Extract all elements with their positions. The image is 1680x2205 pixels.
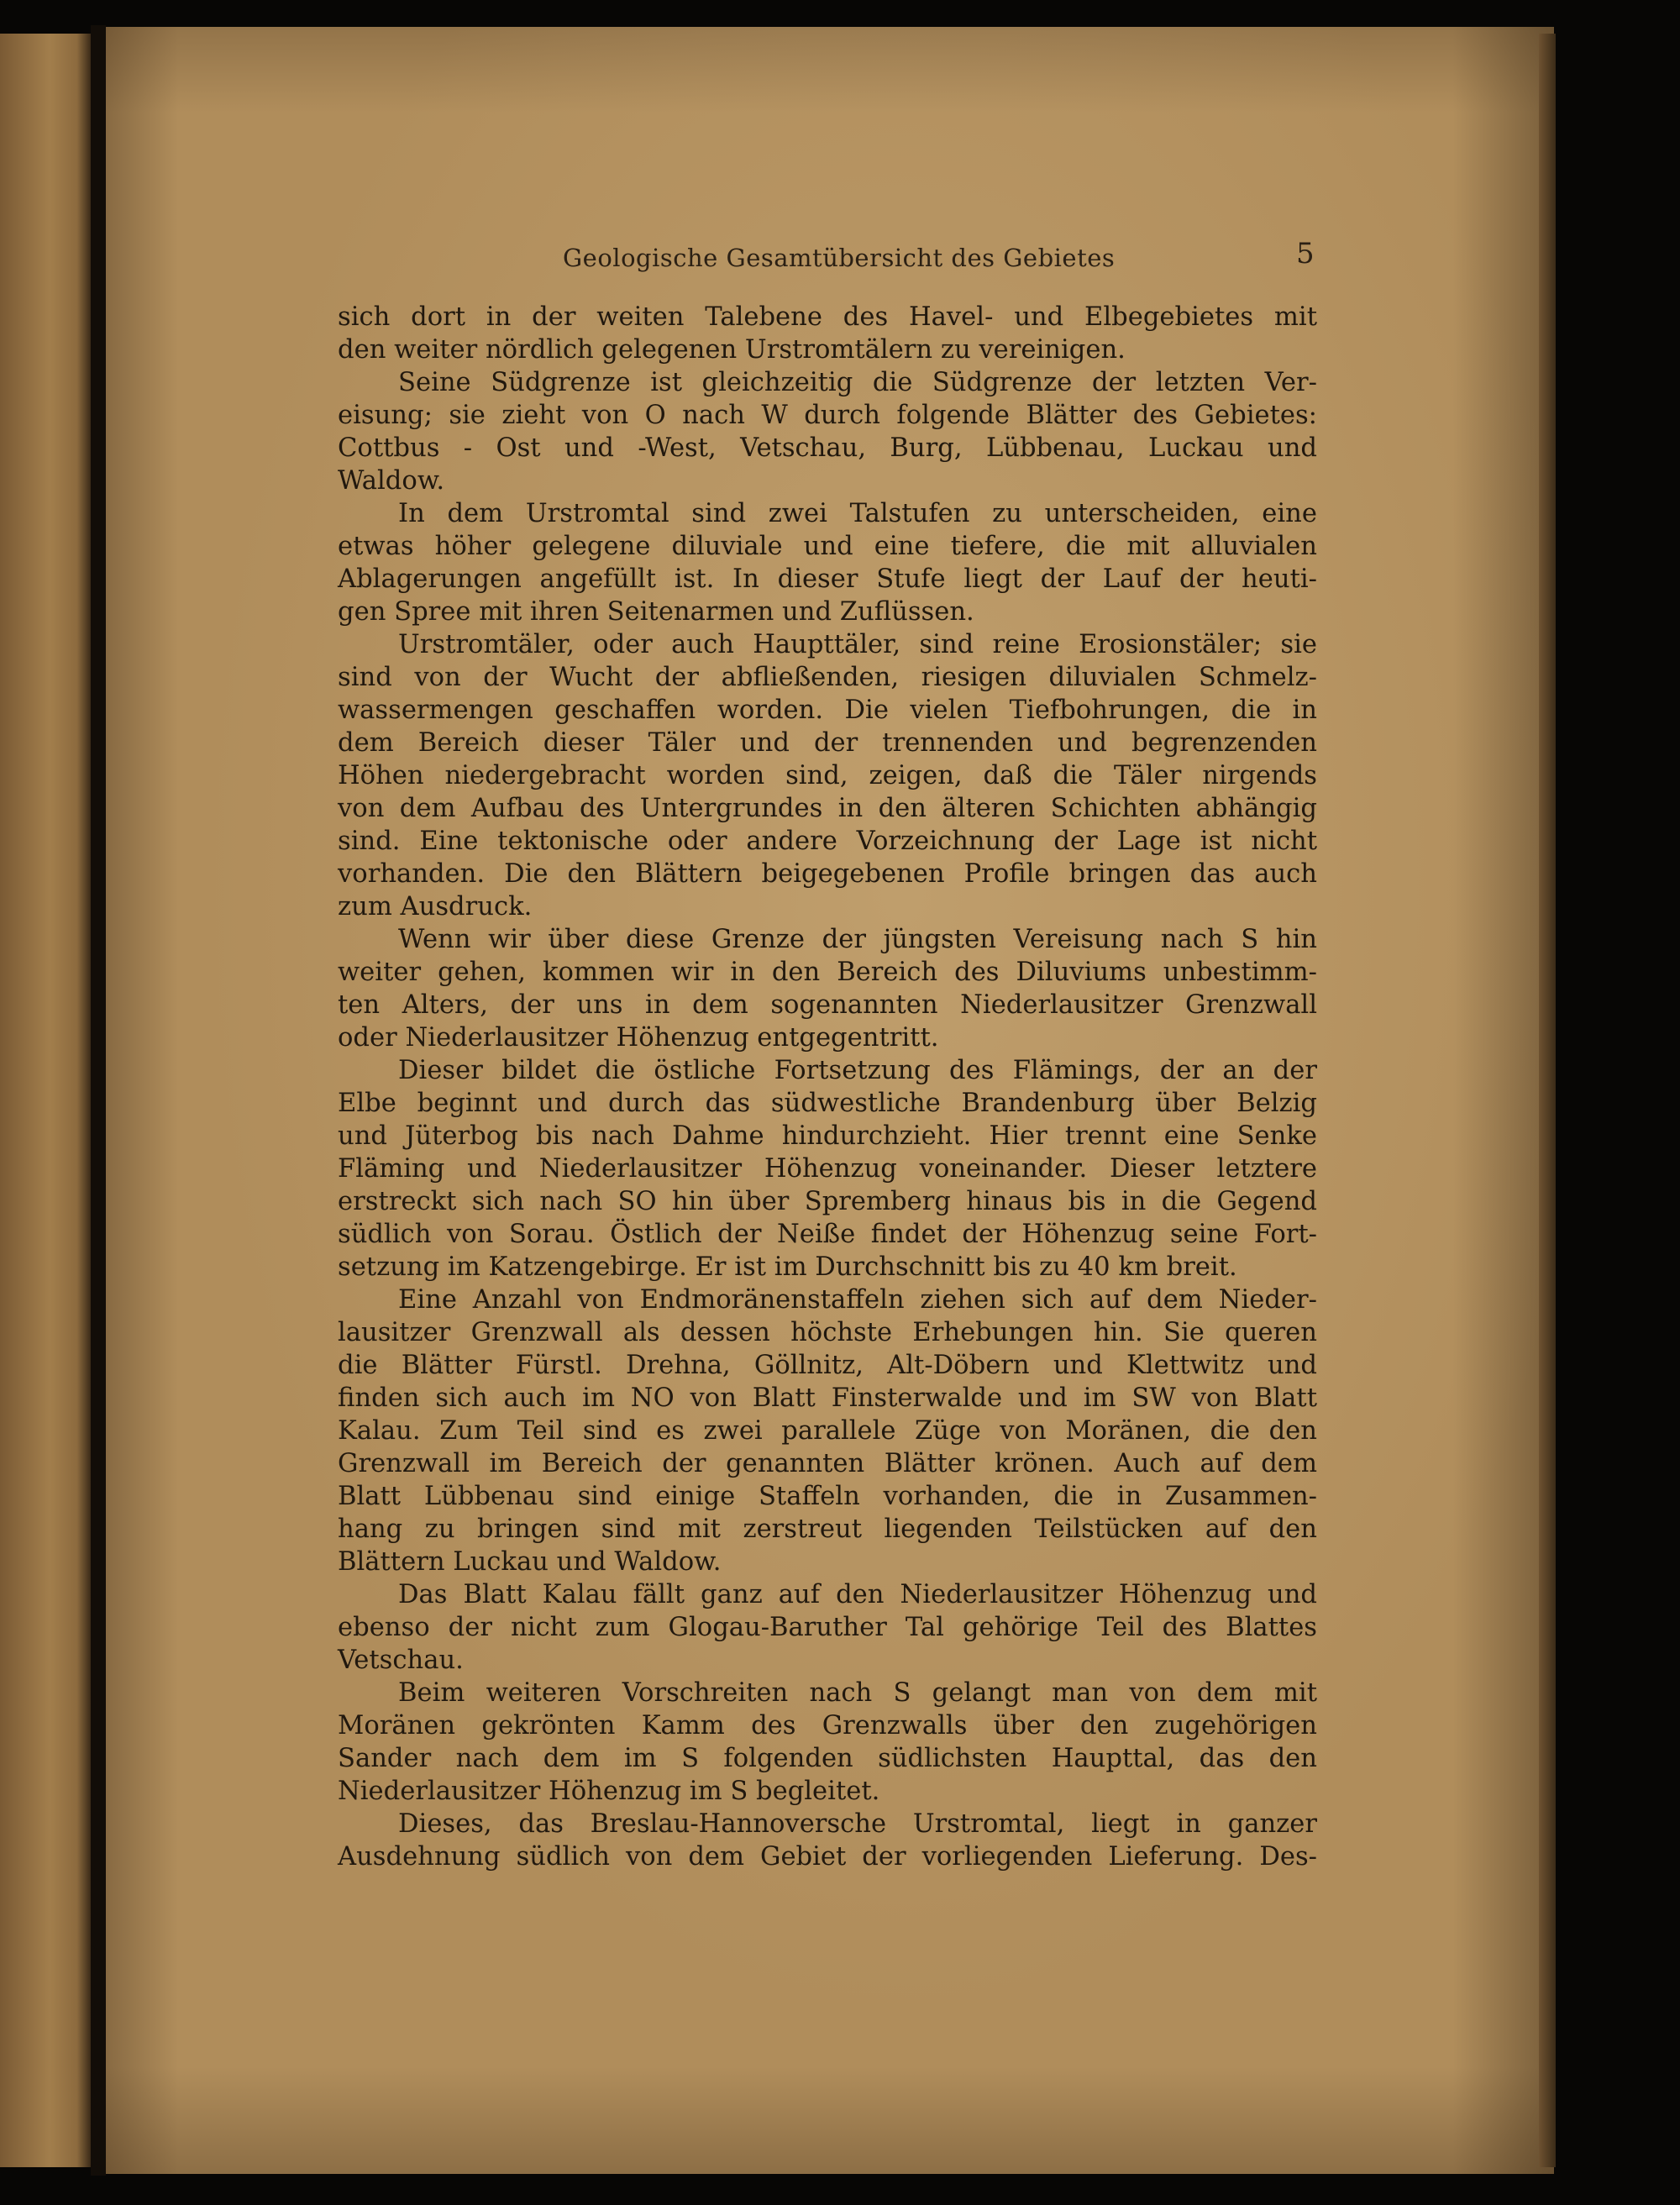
text-line: Urstromtäler, oder auch Haupttäler, sind reine Erosionstäler; sie (398, 630, 1317, 659)
text-line: dem Bereich dieser Täler und der trennenden und begrenzenden (338, 728, 1317, 758)
text-line: ebenso der nicht zum Glogau-Baruther Tal gehörige Teil des Blattes (338, 1613, 1317, 1642)
text-line: ten Alters, der uns in dem sogenannten Niederlausitzer Grenzwall (338, 990, 1317, 1020)
text-line: eisung; sie zieht von O nach W durch folgende Blätter des Gebietes: (338, 401, 1317, 430)
text-line: hang zu bringen sind mit zerstreut liegenden Teilstücken auf den (338, 1515, 1317, 1544)
body-text (338, 301, 1317, 1873)
text-line: Moränen gekrönten Kamm des Grenzwalls über den zugehörigen (338, 1711, 1317, 1740)
text-line: den weiter nördlich gelegenen Urstromtälern zu vereinigen. (338, 335, 1126, 365)
text-line: Das Blatt Kalau fällt ganz auf den Niederlausitzer Höhenzug und (398, 1580, 1317, 1609)
book-gutter (91, 25, 106, 2176)
text-line: Beim weiteren Vorschreiten nach S gelangt man von dem mit (398, 1678, 1317, 1708)
text-line: sind von der Wucht der abfließenden, riesigen diluvialen Schmelz- (338, 663, 1317, 692)
text-line: von dem Aufbau des Untergrundes in den älteren Schichten abhängig (338, 794, 1317, 823)
text-line: Seine Südgrenze ist gleichzeitig die Südgrenze der letzten Ver- (398, 368, 1317, 397)
text-line: Niederlausitzer Höhenzug im S begleitet. (338, 1777, 880, 1806)
text-line: Dieser bildet die östliche Fortsetzung des Flämings, der an der (398, 1056, 1317, 1085)
running-head: Geologische Gesamtübersicht des Gebietes (563, 244, 1116, 272)
text-line: Dieses, das Breslau-Hannoversche Urstromtal, liegt in ganzer (398, 1809, 1317, 1839)
text-line: In dem Urstromtal sind zwei Talstufen zu unterscheiden, eine (398, 499, 1317, 528)
text-line: Blättern Luckau und Waldow. (338, 1547, 722, 1577)
text-line: Höhen niedergebracht worden sind, zeigen, daß die Täler nirgends (338, 761, 1317, 790)
text-line: sich dort in der weiten Talebene des Havel- und Elbegebietes mit (338, 302, 1317, 332)
text-line: weiter gehen, kommen wir in den Bereich des Diluviums unbestimm- (338, 958, 1317, 987)
text-line: erstreckt sich nach SO hin über Spremberg hinaus bis in die Gegend (338, 1187, 1317, 1216)
text-line: finden sich auch im NO von Blatt Finsterwalde und im SW von Blatt (338, 1383, 1317, 1413)
text-line: Elbe beginnt und durch das südwestliche Brandenburg über Belzig (338, 1089, 1317, 1118)
text-line: Kalau. Zum Teil sind es zwei parallele Züge von Moränen, die den (338, 1416, 1317, 1446)
text-line: Fläming und Niederlausitzer Höhenzug voneinander. Dieser letztere (338, 1154, 1317, 1184)
text-line: Grenzwall im Bereich der genannten Blätter krönen. Auch auf dem (338, 1449, 1317, 1478)
text-line: wassermengen geschaffen worden. Die vielen Tiefbohrungen, die in (338, 696, 1317, 725)
text-line: oder Niederlausitzer Höhenzug entgegentritt. (338, 1023, 939, 1053)
text-line: Waldow. (338, 466, 445, 496)
facing-page-edge (0, 34, 91, 2167)
text-line: setzung im Katzengebirge. Er ist im Durchschnitt bis zu 40 km breit. (338, 1252, 1237, 1282)
text-line: etwas höher gelegene diluviale und eine tiefere, die mit alluvialen (338, 532, 1317, 561)
text-line: südlich von Sorau. Östlich der Neiße findet der Höhenzug seine Fort- (338, 1220, 1317, 1249)
text-line: Ausdehnung südlich von dem Gebiet der vorliegenden Lieferung. Des- (338, 1842, 1317, 1872)
text-line: gen Spree mit ihren Seitenarmen und Zuflüssen. (338, 597, 974, 627)
text-line: sind. Eine tektonische oder andere Vorzeichnung der Lage ist nicht (338, 827, 1317, 856)
text-line: Vetschau. (338, 1646, 464, 1675)
text-line: zum Ausdruck. (338, 892, 533, 921)
text-line: vorhanden. Die den Blättern beigegebenen Profile bringen das auch (338, 859, 1317, 889)
text-line: und Jüterbog bis nach Dahme hindurchzieht. Hier trennt eine Senke (338, 1121, 1317, 1151)
text-line: Blatt Lübbenau sind einige Staffeln vorhanden, die in Zusammen- (338, 1482, 1317, 1511)
page-right-edge (1539, 34, 1556, 2167)
text-line: die Blätter Fürstl. Drehna, Göllnitz, Alt-Döbern und Klettwitz und (338, 1351, 1317, 1380)
text-line: Sander nach dem im S folgenden südlichsten Haupttal, das den (338, 1744, 1317, 1773)
text-line: lausitzer Grenzwall als dessen höchste Erhebungen hin. Sie queren (338, 1318, 1317, 1347)
page-number: 5 (1296, 237, 1315, 270)
text-line: Cottbus - Ost und -West, Vetschau, Burg, Lübbenau, Luckau und (338, 433, 1317, 463)
text-line: Eine Anzahl von Endmoränenstaffeln ziehen sich auf dem Nieder- (398, 1285, 1317, 1315)
text-line: Ablagerungen angefüllt ist. In dieser Stufe liegt der Lauf der heuti- (338, 564, 1317, 594)
text-line: Wenn wir über diese Grenze der jüngsten Vereisung nach S hin (398, 925, 1317, 954)
